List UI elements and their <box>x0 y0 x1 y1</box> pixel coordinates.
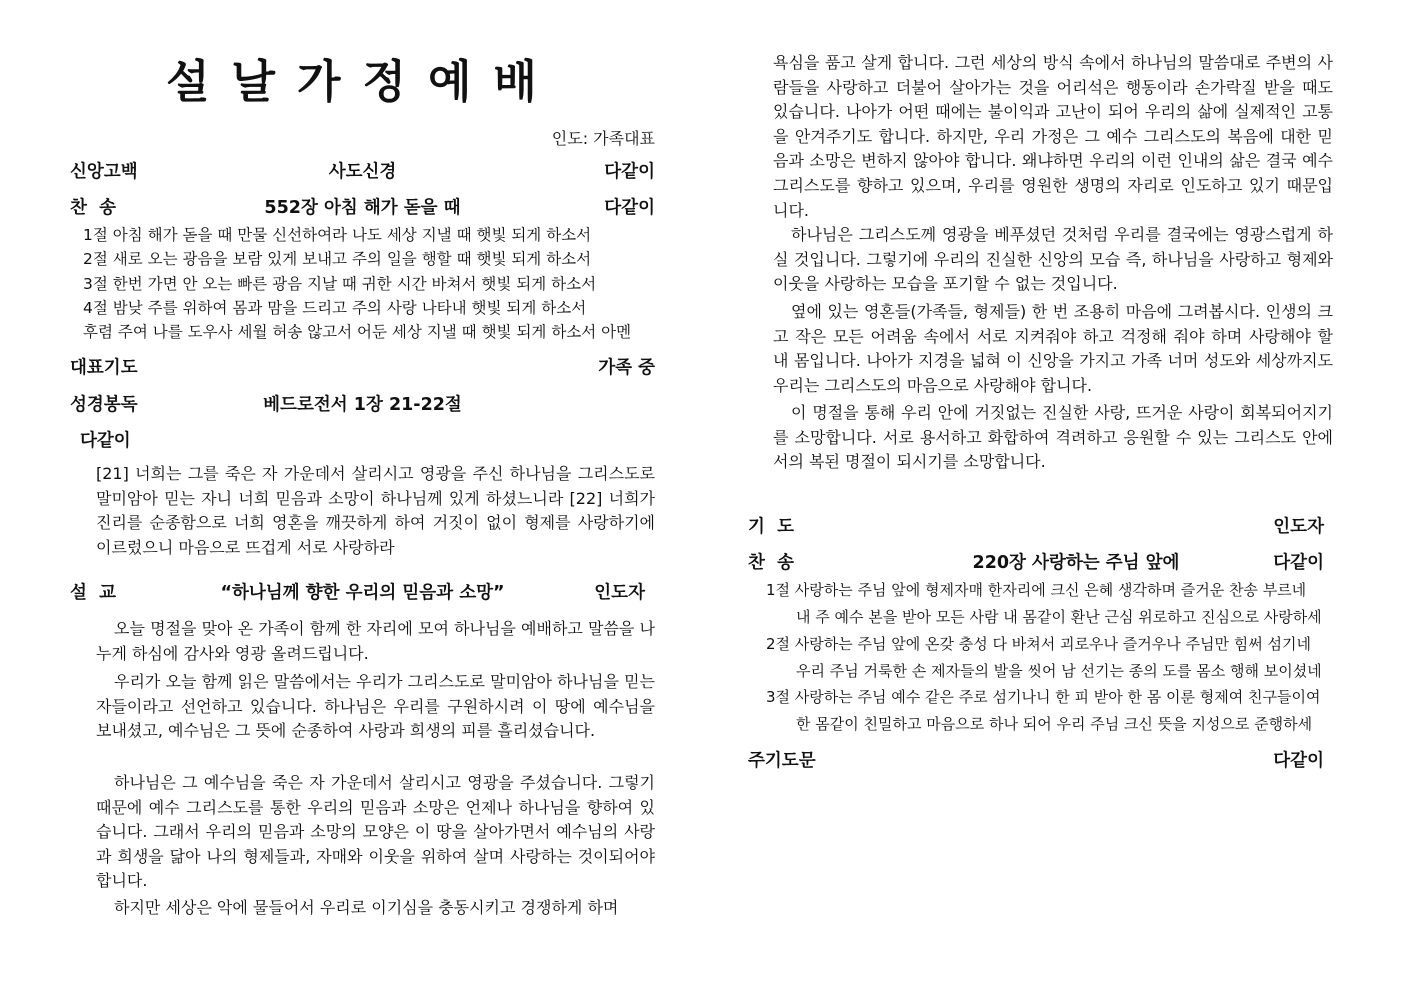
reading-participants: 다같이 <box>80 430 131 451</box>
hymn1-verse: 1절 아침 해가 돋을 때 만물 신선하여라 나도 세상 지낼 때 햇빛 되게 하소서 <box>83 226 592 244</box>
sermon-paragraph: 하지만 세상은 악에 물들어서 우리로 이기심을 충동시키고 경쟁하게 하며 <box>114 898 619 917</box>
hymn1-verse: 3절 한번 가면 안 오는 빠른 광음 지날 때 귀한 시간 바쳐서 햇빛 되게 하소서 <box>83 275 597 293</box>
hymn2-row <box>748 548 1324 574</box>
worship-leader: 인도: 가족대표 <box>551 129 655 148</box>
lords-prayer-label: 주기도문 <box>748 750 816 771</box>
hymn2-verse: 3절 사랑하는 주님 예수 같은 주로 섬기나니 한 피 받아 한 몸 이룬 형제여 친구들이여 <box>766 688 1321 706</box>
hymn1-label: 찬 송 <box>70 197 116 218</box>
hymn2-verse: 2절 사랑하는 주님 앞에 온갖 충성 다 바쳐서 괴로우나 즐거우나 주님만 힘써 섬기네 <box>766 635 1311 653</box>
hymn1-verse: 2절 새로 오는 광음을 보람 있게 보내고 주의 일을 행할 때 햇빛 되게 하소서 <box>83 250 592 268</box>
scripture-text: [21] 너희는 그를 죽은 자 가운데서 살리시고 영광을 주신 하나님을 그리스도로 말미암아 믿는 자니 너희 믿음과 소망이 하나님께 있게 하셨느니라 [22] 너희가 진리를 순종함으로 너희 영혼을 깨끗하게 하여 거짓이 없이 형제를 사랑하기에 이르렀으니 마음으로 뜨겁게 서로 사랑하라 <box>96 464 655 557</box>
lords-prayer-row <box>748 746 1324 772</box>
closing-prayer-row <box>748 512 1324 538</box>
prayer-participants: 가족 중 <box>598 357 655 378</box>
hymn1-refrain: 후렴 주여 나를 도우사 세월 허송 않고서 어둔 세상 지낼 때 햇빛 되게 하소서 아멘 <box>83 323 632 341</box>
sermon-paragraph: 이 명절을 통해 우리 안에 거짓없는 진실한 사랑, 뜨거운 사랑이 회복되어지기를 소망합니다. 서로 용서하고 화합하여 격려하고 응원할 수 있는 그리스도 안에서의 복된 명절이 되시기를 소망합니다. <box>773 403 1333 472</box>
hymn2-verse: 내 주 예수 본을 받아 모든 사람 내 몸같이 환난 근심 위로하고 진심으로 사랑하세 <box>796 608 1322 626</box>
reading-row <box>70 390 655 416</box>
prayer-row <box>70 353 655 379</box>
creed-row <box>70 157 655 183</box>
closing-prayer-leader: 인도자 <box>1273 516 1324 537</box>
creed-label: 신앙고백 <box>70 161 138 182</box>
hymn2-title: 220장 사랑하는 주님 앞에 <box>972 552 1180 573</box>
hymn2-verse: 한 몸같이 친밀하고 마음으로 하나 되어 우리 주님 크신 뜻을 지성으로 준행하세 <box>796 715 1313 733</box>
lords-prayer-participants: 다같이 <box>1273 750 1324 771</box>
hymn1-verse: 4절 밤낮 주를 위하여 몸과 맘을 드리고 주의 사랑 나타내 햇빛 되게 하소서 <box>83 299 587 317</box>
creed-participants: 다같이 <box>604 161 655 182</box>
reading-label: 성경봉독 <box>70 394 138 415</box>
hymn1-title: 552장 아침 해가 돋을 때 <box>264 197 461 218</box>
sermon-paragraph: 우리가 오늘 함께 읽은 말씀에서는 우리가 그리스도로 말미암아 하나님을 믿는 자들이라고 선언하고 있습니다. 하나님은 우리를 구원하시려 이 땅에 예수님을 보내셨고, 예수님은 그 뜻에 순종하여 사랑과 희생의 피를 흘리셨습니다. <box>96 672 655 741</box>
hymn1-participants: 다같이 <box>604 197 655 218</box>
sermon-paragraph: 하나님은 그 예수님을 죽은 자 가운데서 살리시고 영광을 주셨습니다. 그렇기 때문에 예수 그리스도를 통한 우리의 믿음과 소망은 언제나 하나님을 향하여 있습니다. 그래서 우리의 믿음과 소망의 모양은 이 땅을 살아가면서 예수님의 사랑과 희생을 닮아 나의 형제들과, 자매와 이웃을 위하여 살며 사랑하는 것이되어야 합니다. <box>96 773 655 891</box>
reading-title: 베드로전서 1장 21-22절 <box>263 394 462 415</box>
page-title: 설날가정예배 <box>166 55 559 108</box>
reading-participants-row <box>80 426 200 452</box>
hymn2-label: 찬 송 <box>748 552 794 573</box>
prayer-label: 대표기도 <box>70 357 138 378</box>
sermon-paragraph: 하나님은 그리스도께 영광을 베푸셨던 것처럼 우리를 결국에는 영광스럽게 하실 것입니다. 그렇기에 우리의 진실한 신앙의 모습 즉, 하나님을 사랑하고 형제와 이웃을 사랑하는 모습을 포기할 수 없는 것입니다. <box>773 225 1333 294</box>
sermon-paragraph: 욕심을 품고 살게 합니다. 그런 세상의 방식 속에서 하나님의 말씀대로 주변의 사람들을 사랑하고 더불어 살아가는 것을 어리석은 행동이라 손가락질 받을 때도 있습니다. 나아가 어떤 때에는 불이익과 고난이 되어 우리의 삶에 실제적인 고통을 안겨주기도 합니다. 하지만, 우리 가정은 그 예수 그리스도의 복음에 대한 믿음과 소망은 변하지 않아야 합니다. 왜냐하면 우리의 이런 인내의 삶은 결국 예수 그리스도를 향하고 있으며, 우리를 영원한 생명의 자리로 인도하고 있기 때문입니다. <box>773 53 1333 220</box>
sermon-preacher: 인도자 <box>594 582 645 603</box>
hymn2-verse: 우리 주님 거룩한 손 제자들의 발을 씻어 남 선기는 종의 도를 몸소 행해 보이셨네 <box>796 662 1322 680</box>
hymn2-participants: 다같이 <box>1273 552 1324 573</box>
sermon-label: 설 교 <box>70 582 116 603</box>
sermon-paragraph: 오늘 명절을 맞아 온 가족이 함께 한 자리에 모여 하나님을 예배하고 말씀을 나누게 하심에 감사와 영광 올려드립니다. <box>96 619 655 663</box>
sermon-title: “하나님께 향한 우리의 믿음과 소망” <box>220 582 505 603</box>
hymn2-verse: 1절 사랑하는 주님 앞에 형제자매 한자리에 크신 은혜 생각하며 즐거운 찬송 부르네 <box>766 581 1307 599</box>
sermon-row <box>70 578 655 604</box>
closing-prayer-label: 기 도 <box>748 516 794 537</box>
sermon-paragraph: 옆에 있는 영혼들(가족들, 형제들) 한 번 조용히 마음에 그려봅시다. 인생의 크고 작은 모든 어려움 속에서 서로 지켜줘야 하고 걱정해 줘야 하며 사랑해야 할 내 몸입니다. 나아가 지경을 넓혀 이 신앙을 가지고 가족 너머 성도와 세상까지도 우리는 그리스도의 마음으로 사랑해야 합니다. <box>773 302 1333 395</box>
creed-title: 사도신경 <box>328 161 397 182</box>
hymn1-row <box>70 193 655 219</box>
